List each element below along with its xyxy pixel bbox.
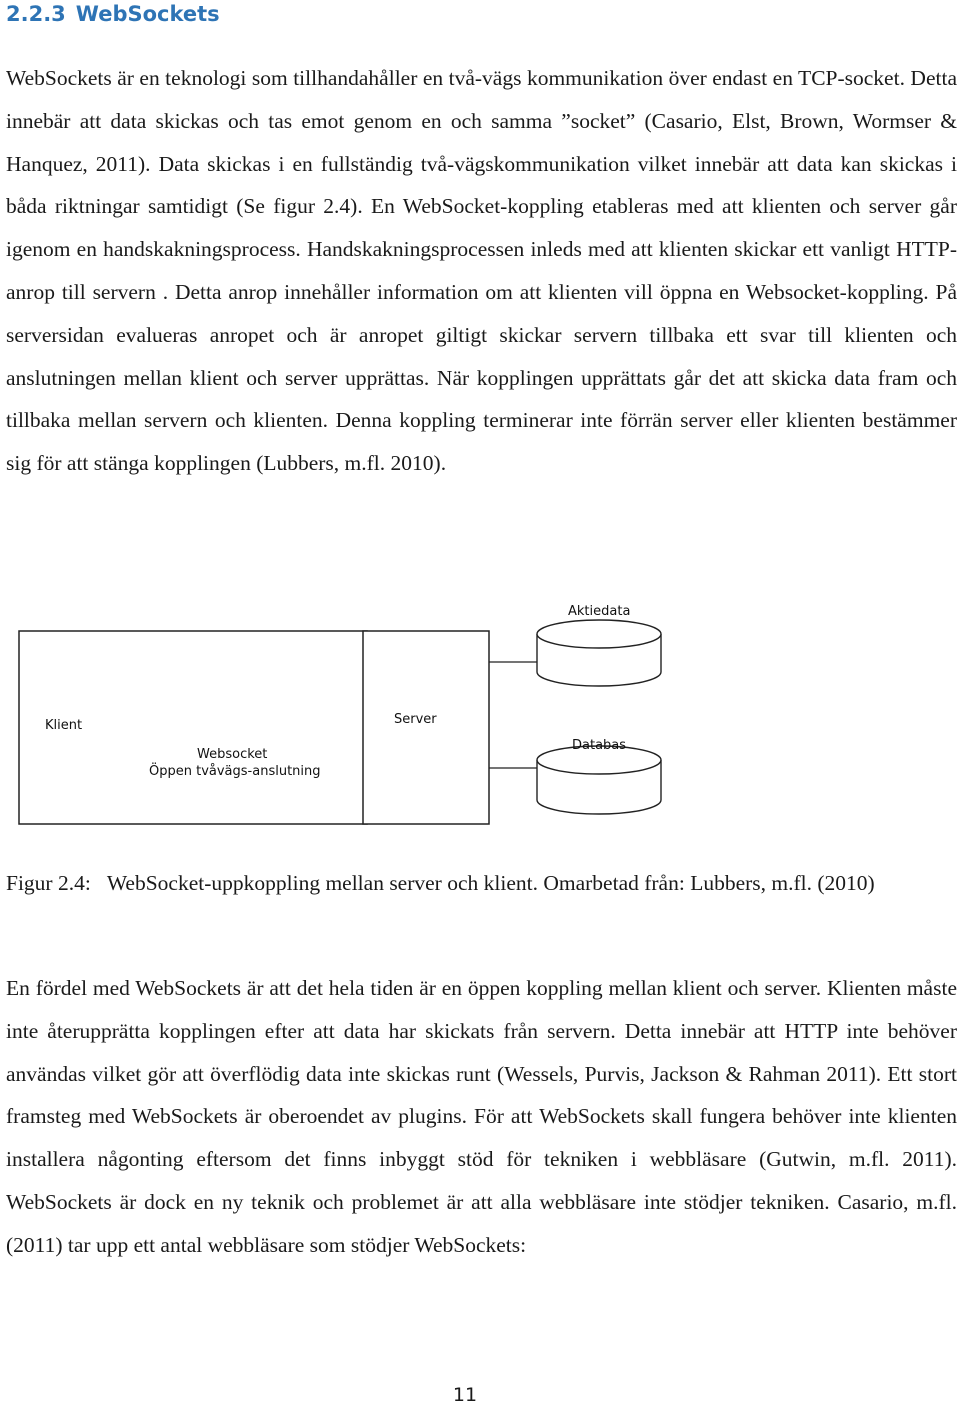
database-databas-icon — [537, 746, 661, 814]
server-box — [363, 631, 489, 824]
section-heading — [6, 0, 220, 28]
caption-label: Figur 2.4: — [6, 871, 91, 895]
websocket-diagram — [0, 590, 960, 840]
connection-label-line1: Websocket — [197, 747, 268, 762]
db-aktiedata-label: Aktiedata — [568, 604, 631, 619]
paragraph-advantages: En fördel med WebSockets är att det hela tiden är en öppen koppling mellan klient och server. Klienten måste inte återupprätta kopplingen efter att data har skickats från servern. Detta innebär att HTTP inte behöver användas vilket gör att överflödig data inte skickas runt (Wessels, Purvis, Jackson & Rahman 2011). Ett stort framsteg med WebSockets är oberoendet av plugins. För att WebSockets skall fungera behöver inte klienten installera någonting eftersom det finns inbyggt stöd för tekniken i webbläsare (Gutwin, m.fl. 2011). WebSockets är dock en ny teknik och problemet är att alla webbläsare inte stödjer tekniken. Casario, m.fl. (2011) tar upp ett antal webbläsare som stödjer WebSockets: — [6, 976, 957, 1257]
connection-label-line2: Öppen tvåvägs-anslutning — [149, 764, 321, 779]
section-title: WebSockets — [75, 2, 220, 26]
server-label: Server — [394, 712, 437, 727]
paragraph-intro: WebSockets är en teknologi som tillhandahåller en två-vägs kommunikation över endast en TCP-socket. Detta innebär att data skickas och tas emot genom en och samma ”socket” (Casario, Elst, Brown, Wormser & Hanquez, 2011). Data skickas i en fullständig två-vägskommunikation vilket innebär att data kan skickas i båda riktningar samtidigt (Se figur 2.4). En WebSocket-koppling etableras med att klienten och server går igenom en handskakningsprocess. Handskakningsprocessen inleds med att klienten skickar ett vanligt HTTP-anrop till servern . Detta anrop innehåller information om att klienten vill öppna en Websocket-koppling. På serversidan evalueras anropet och är anropet giltigt skickar servern tillbaka ett svar till klienten och anslutningen mellan klient och server upprättas. När kopplingen upprättats går det att skicka data fram och tillbaka mellan servern och klienten. Denna koppling terminerar inte förrän server eller klienten bestämmer sig för att stänga kopplingen (Lubbers, m.fl. 2010). — [6, 66, 957, 476]
database-aktiedata-icon — [537, 620, 661, 686]
figure-caption — [6, 862, 957, 905]
client-label: Klient — [45, 718, 83, 733]
page-number: 11 — [452, 1384, 478, 1406]
caption-text: WebSocket-uppkoppling mellan server och klient. Omarbetad från: Lubbers, m.fl. (2010) — [106, 871, 875, 895]
db-databas-label: Databas — [572, 738, 627, 753]
section-number: 2.2.3 — [6, 2, 66, 26]
